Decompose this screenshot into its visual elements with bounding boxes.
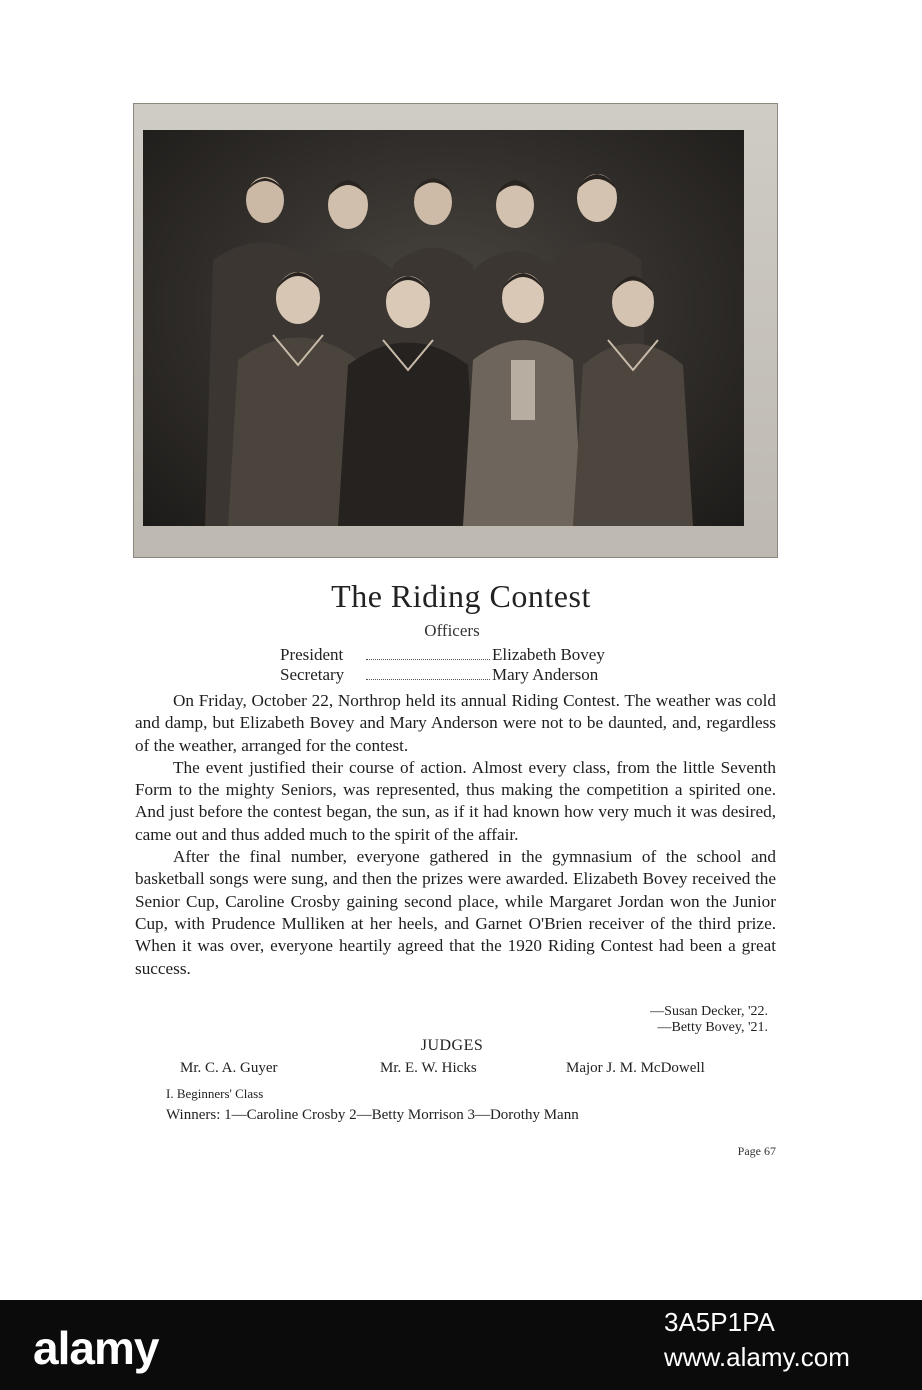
judge-name: Major J. M. McDowell: [566, 1060, 705, 1076]
officer-name: Elizabeth Bovey: [492, 645, 605, 664]
officer-role: President: [280, 645, 344, 664]
paragraph: On Friday, October 22, Northrop held its annual Riding Contest. The weather was cold and damp, but Elizabeth Bovey and Mary Anderson were not to be daunted, and, regardless of the weather, arranged for the contest.: [135, 691, 776, 755]
paragraph: After the final number, everyone gathered in the gymnasium of the school and basketball songs were sung, and then the prizes were awarded. Elizabeth Bovey received the Senior Cup, Caroline Crosby gaining second place, while Margaret Jordan won the Junior Cup, with Prudence Mulliken at her heels, and Garnet O'Brien receiver of the third prize. When it was over, everyone heartily agreed that the 1920 Riding Contest had been a great success.: [135, 847, 776, 978]
signatures: [560, 1004, 768, 1036]
officer-role: Secretary: [280, 665, 345, 684]
officer-row-secretary: [280, 665, 660, 685]
group-photo: [143, 130, 744, 526]
officer-row-president: [280, 645, 660, 665]
page-title: The Riding Contest: [331, 578, 591, 614]
winners-line: Winners: 1—Caroline Crosby 2—Betty Morrison 3—Dorothy Mann: [166, 1107, 579, 1123]
group-photo-figures: [143, 130, 744, 526]
judge-name: Mr. E. W. Hicks: [380, 1060, 477, 1076]
paragraph: The event justified their course of action. Almost every class, from the little Seventh Form to the mighty Seniors, was represented, thus making the competition a spirited one. And just before the contest began, the sun, as if it had known how very much it was desired, came out and thus added much to the spirit of the affair.: [135, 757, 776, 844]
watermark-image-id: 3A5P1PA: [664, 1307, 775, 1337]
judge-name: Mr. C. A. Guyer: [180, 1060, 278, 1076]
dot-leader: [366, 678, 490, 680]
watermark-logo: alamy: [33, 1322, 159, 1374]
group-photo-frame: [133, 103, 778, 558]
officers-heading: Officers: [424, 621, 480, 640]
signature-line: —Susan Decker, '22.: [650, 1004, 768, 1019]
signature-line: —Betty Bovey, '21.: [657, 1020, 768, 1035]
judges-heading: JUDGES: [420, 1037, 484, 1054]
article-body: [135, 690, 776, 980]
dot-leader: [366, 658, 490, 660]
watermark-url: www.alamy.com: [664, 1342, 850, 1372]
officer-name: Mary Anderson: [492, 665, 599, 684]
class-label: I. Beginners' Class: [166, 1086, 264, 1101]
page-number: Page 67: [737, 1144, 776, 1158]
